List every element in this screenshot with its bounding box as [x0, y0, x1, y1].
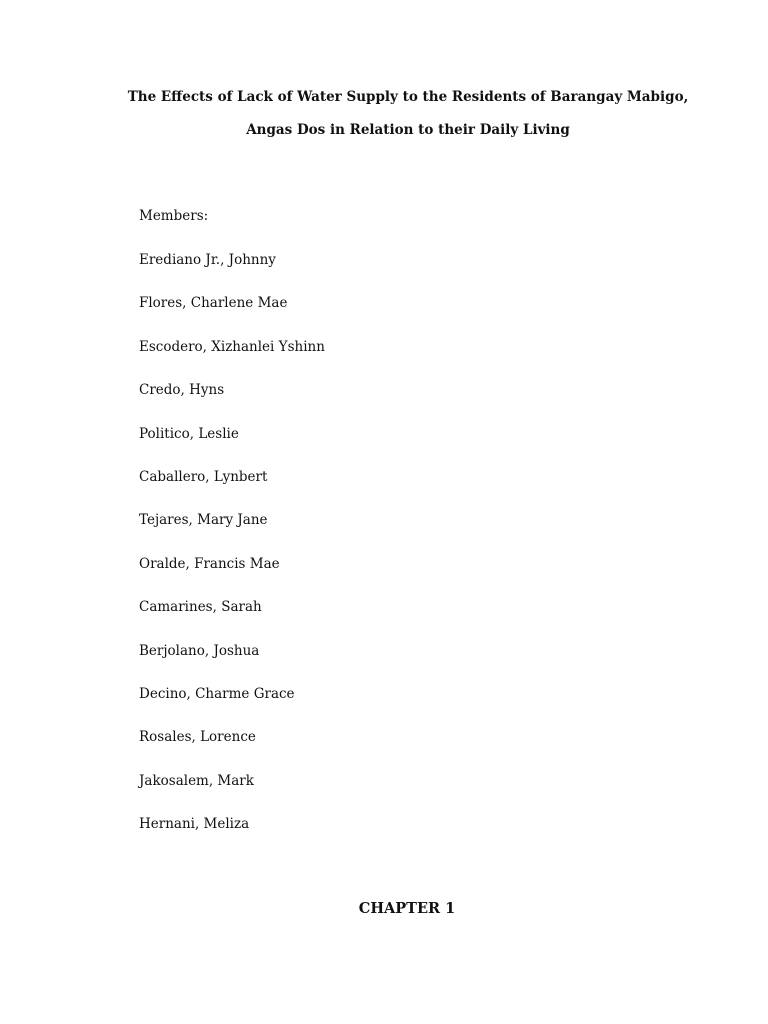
- member-item: Camarines, Sarah: [139, 599, 262, 616]
- member-item: Tejares, Mary Jane: [139, 512, 268, 529]
- member-item: Caballero, Lynbert: [139, 468, 268, 485]
- member-item: Credo, Hyns: [139, 382, 225, 399]
- member-list: [139, 251, 325, 858]
- member-item: Escodero, Xizhanlei Yshinn: [139, 338, 325, 355]
- member-item: Decino, Charme Grace: [139, 685, 295, 702]
- member-item: Flores, Charlene Mae: [139, 295, 288, 312]
- member-item: Jakosalem, Mark: [139, 772, 254, 789]
- member-item: Hernani, Meliza: [139, 816, 250, 833]
- member-item: Rosales, Lorence: [139, 729, 256, 746]
- document-title-line-1: The Effects of Lack of Water Supply to the Residents of Barangay Mabigo,: [127, 89, 689, 105]
- member-item: Oralde, Francis Mae: [139, 555, 280, 572]
- members-label: Members:: [139, 208, 209, 224]
- member-item: Berjolano, Joshua: [139, 642, 260, 659]
- member-item: Erediano Jr., Johnny: [139, 252, 276, 268]
- member-item: Politico, Leslie: [139, 425, 239, 442]
- document-title-line-2: Angas Dos in Relation to their Daily Living: [246, 122, 570, 138]
- chapter-heading: CHAPTER 1: [358, 900, 456, 917]
